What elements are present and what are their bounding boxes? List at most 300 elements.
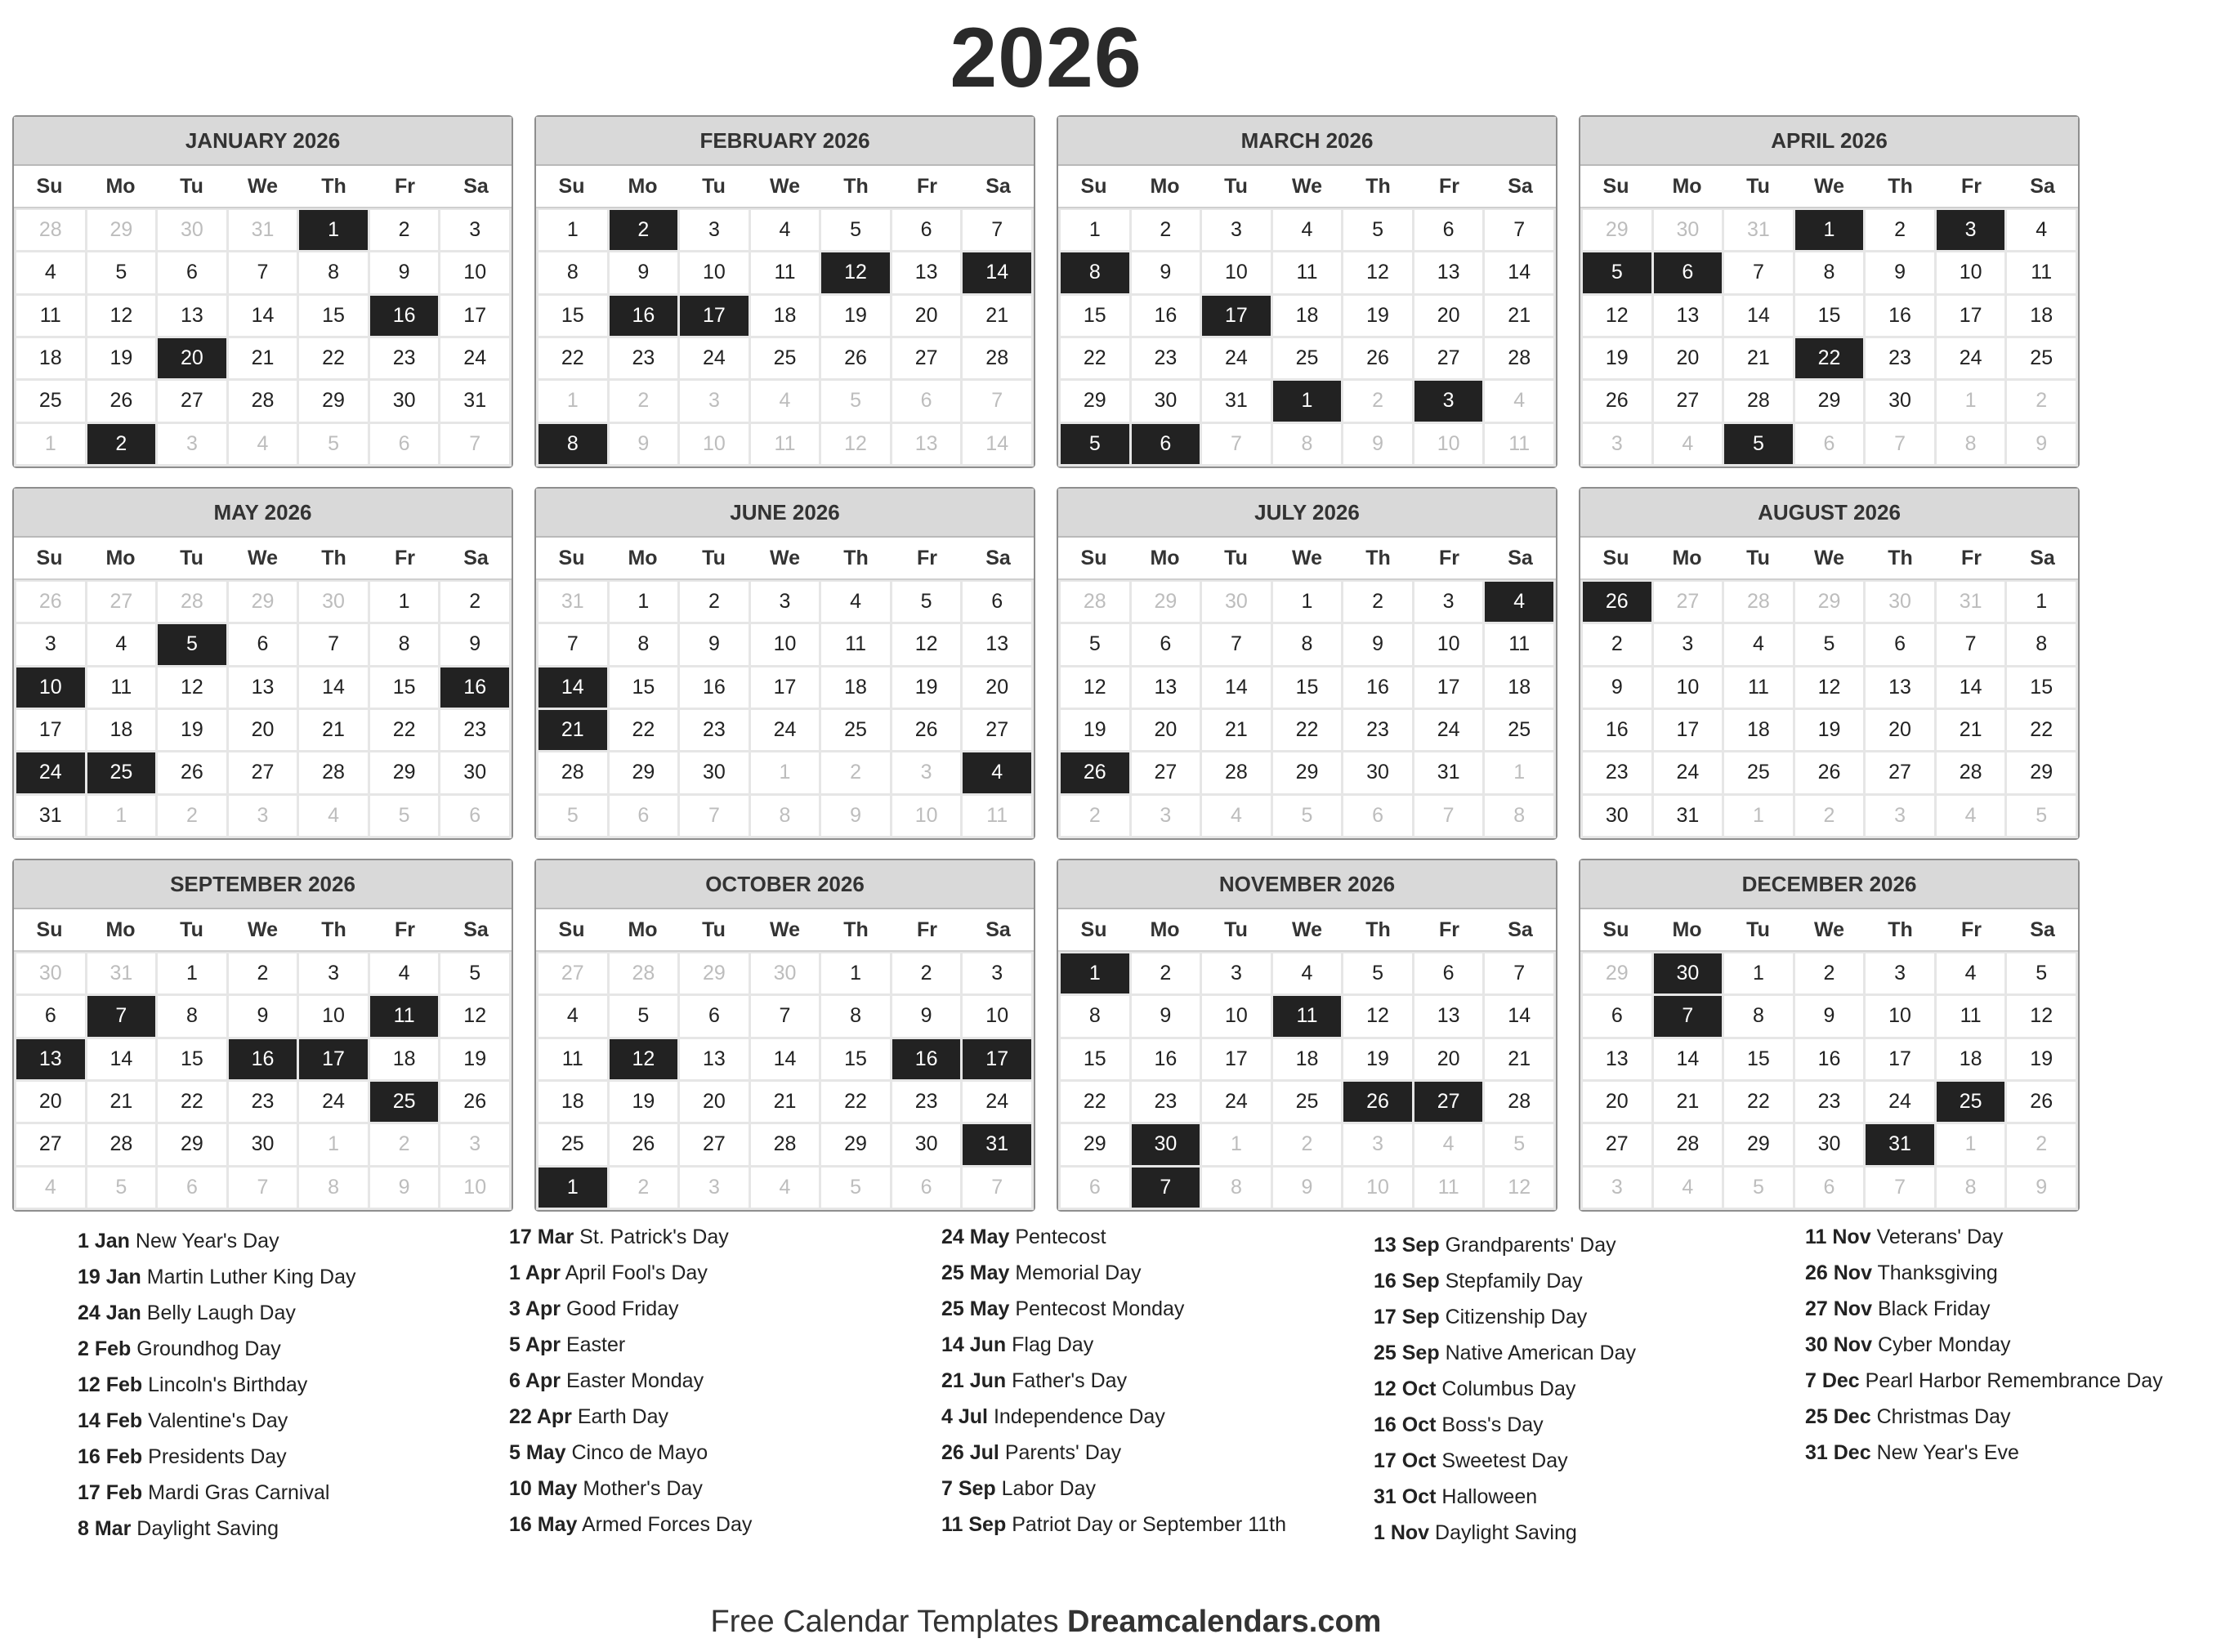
day-cell[interactable]: 30 bbox=[1654, 210, 1723, 250]
day-cell[interactable]: 11 bbox=[16, 296, 85, 336]
day-cell-holiday[interactable]: 5 bbox=[1724, 424, 1793, 464]
day-cell[interactable]: 1 bbox=[539, 381, 607, 421]
day-cell[interactable]: 1 bbox=[299, 1124, 368, 1164]
day-cell[interactable]: 6 bbox=[1414, 210, 1483, 250]
day-cell[interactable]: 30 bbox=[892, 1124, 961, 1164]
day-cell[interactable]: 18 bbox=[1485, 667, 1553, 708]
day-cell[interactable]: 27 bbox=[229, 752, 297, 793]
day-cell[interactable]: 27 bbox=[892, 338, 961, 378]
day-cell[interactable]: 3 bbox=[1583, 1168, 1651, 1208]
day-cell[interactable]: 29 bbox=[299, 381, 368, 421]
day-cell[interactable]: 11 bbox=[87, 667, 156, 708]
day-cell[interactable]: 1 bbox=[539, 210, 607, 250]
day-cell-holiday[interactable]: 12 bbox=[821, 252, 890, 292]
day-cell[interactable]: 10 bbox=[751, 624, 820, 664]
day-cell[interactable]: 20 bbox=[16, 1082, 85, 1122]
day-cell[interactable]: 22 bbox=[370, 710, 439, 750]
day-cell[interactable]: 31 bbox=[229, 210, 297, 250]
day-cell-holiday[interactable]: 10 bbox=[16, 667, 85, 708]
day-cell[interactable]: 5 bbox=[892, 582, 961, 622]
day-cell[interactable]: 8 bbox=[821, 996, 890, 1036]
day-cell[interactable]: 19 bbox=[1795, 710, 1864, 750]
day-cell[interactable]: 13 bbox=[1414, 252, 1483, 292]
day-cell[interactable]: 2 bbox=[1866, 210, 1934, 250]
day-cell[interactable]: 8 bbox=[1724, 996, 1793, 1036]
day-cell[interactable]: 7 bbox=[1937, 624, 2005, 664]
day-cell-holiday[interactable]: 11 bbox=[1273, 996, 1342, 1036]
day-cell[interactable]: 31 bbox=[16, 796, 85, 836]
day-cell[interactable]: 18 bbox=[2007, 296, 2076, 336]
day-cell-holiday[interactable]: 7 bbox=[1132, 1168, 1200, 1208]
day-cell[interactable]: 29 bbox=[87, 210, 156, 250]
day-cell-holiday[interactable]: 26 bbox=[1343, 1082, 1412, 1122]
day-cell[interactable]: 18 bbox=[87, 710, 156, 750]
day-cell[interactable]: 7 bbox=[229, 1168, 297, 1208]
day-cell-holiday[interactable]: 27 bbox=[1414, 1082, 1483, 1122]
day-cell[interactable]: 20 bbox=[229, 710, 297, 750]
day-cell[interactable]: 29 bbox=[1132, 582, 1200, 622]
day-cell[interactable]: 5 bbox=[2007, 953, 2076, 993]
day-cell[interactable]: 3 bbox=[1866, 953, 1934, 993]
day-cell-holiday[interactable]: 31 bbox=[963, 1124, 1031, 1164]
day-cell[interactable]: 24 bbox=[1866, 1082, 1934, 1122]
day-cell[interactable]: 1 bbox=[821, 953, 890, 993]
day-cell[interactable]: 6 bbox=[1414, 953, 1483, 993]
day-cell[interactable]: 8 bbox=[1061, 996, 1129, 1036]
day-cell[interactable]: 14 bbox=[751, 1039, 820, 1079]
day-cell[interactable]: 2 bbox=[1343, 582, 1412, 622]
day-cell[interactable]: 6 bbox=[680, 996, 749, 1036]
day-cell[interactable]: 7 bbox=[299, 624, 368, 664]
day-cell[interactable]: 15 bbox=[1273, 667, 1342, 708]
day-cell[interactable]: 23 bbox=[370, 338, 439, 378]
day-cell[interactable]: 12 bbox=[1795, 667, 1864, 708]
day-cell[interactable]: 31 bbox=[539, 582, 607, 622]
day-cell[interactable]: 3 bbox=[963, 953, 1031, 993]
day-cell[interactable]: 22 bbox=[299, 338, 368, 378]
day-cell-holiday[interactable]: 7 bbox=[1654, 996, 1723, 1036]
day-cell[interactable]: 10 bbox=[1866, 996, 1934, 1036]
day-cell[interactable]: 26 bbox=[1583, 381, 1651, 421]
day-cell[interactable]: 30 bbox=[370, 381, 439, 421]
day-cell[interactable]: 30 bbox=[1202, 582, 1271, 622]
day-cell[interactable]: 2 bbox=[1795, 796, 1864, 836]
day-cell[interactable]: 9 bbox=[229, 996, 297, 1036]
day-cell[interactable]: 6 bbox=[1866, 624, 1934, 664]
day-cell[interactable]: 7 bbox=[1202, 424, 1271, 464]
day-cell[interactable]: 31 bbox=[1414, 752, 1483, 793]
day-cell[interactable]: 10 bbox=[1937, 252, 2005, 292]
day-cell[interactable]: 17 bbox=[1654, 710, 1723, 750]
day-cell[interactable]: 8 bbox=[370, 624, 439, 664]
day-cell[interactable]: 31 bbox=[1937, 582, 2005, 622]
day-cell[interactable]: 28 bbox=[1485, 338, 1553, 378]
day-cell-holiday[interactable]: 1 bbox=[1273, 381, 1342, 421]
day-cell[interactable]: 3 bbox=[680, 1168, 749, 1208]
day-cell[interactable]: 4 bbox=[1414, 1124, 1483, 1164]
day-cell[interactable]: 26 bbox=[1795, 752, 1864, 793]
day-cell[interactable]: 24 bbox=[751, 710, 820, 750]
day-cell-holiday[interactable]: 30 bbox=[1654, 953, 1723, 993]
day-cell[interactable]: 8 bbox=[610, 624, 678, 664]
day-cell[interactable]: 1 bbox=[610, 582, 678, 622]
day-cell[interactable]: 21 bbox=[1485, 296, 1553, 336]
day-cell[interactable]: 9 bbox=[821, 796, 890, 836]
day-cell-holiday[interactable]: 7 bbox=[87, 996, 156, 1036]
day-cell-holiday[interactable]: 11 bbox=[370, 996, 439, 1036]
day-cell[interactable]: 31 bbox=[87, 953, 156, 993]
day-cell[interactable]: 9 bbox=[680, 624, 749, 664]
day-cell[interactable]: 21 bbox=[1724, 338, 1793, 378]
day-cell[interactable]: 27 bbox=[16, 1124, 85, 1164]
day-cell[interactable]: 23 bbox=[1583, 752, 1651, 793]
day-cell[interactable]: 24 bbox=[1654, 752, 1723, 793]
day-cell[interactable]: 13 bbox=[158, 296, 226, 336]
day-cell[interactable]: 14 bbox=[1937, 667, 2005, 708]
day-cell[interactable]: 13 bbox=[1414, 996, 1483, 1036]
day-cell[interactable]: 4 bbox=[1202, 796, 1271, 836]
day-cell[interactable]: 1 bbox=[1937, 1124, 2005, 1164]
day-cell[interactable]: 6 bbox=[892, 210, 961, 250]
day-cell[interactable]: 4 bbox=[539, 996, 607, 1036]
day-cell[interactable]: 22 bbox=[158, 1082, 226, 1122]
day-cell[interactable]: 26 bbox=[2007, 1082, 2076, 1122]
day-cell[interactable]: 19 bbox=[610, 1082, 678, 1122]
day-cell[interactable]: 10 bbox=[680, 252, 749, 292]
day-cell[interactable]: 29 bbox=[610, 752, 678, 793]
day-cell[interactable]: 6 bbox=[1583, 996, 1651, 1036]
day-cell[interactable]: 29 bbox=[1583, 953, 1651, 993]
day-cell[interactable]: 15 bbox=[1061, 1039, 1129, 1079]
day-cell[interactable]: 27 bbox=[680, 1124, 749, 1164]
day-cell[interactable]: 12 bbox=[1343, 996, 1412, 1036]
day-cell[interactable]: 24 bbox=[440, 338, 509, 378]
day-cell[interactable]: 4 bbox=[1654, 1168, 1723, 1208]
day-cell[interactable]: 8 bbox=[1202, 1168, 1271, 1208]
day-cell[interactable]: 27 bbox=[1654, 582, 1723, 622]
day-cell-holiday[interactable]: 13 bbox=[16, 1039, 85, 1079]
day-cell[interactable]: 18 bbox=[539, 1082, 607, 1122]
day-cell[interactable]: 23 bbox=[680, 710, 749, 750]
day-cell[interactable]: 3 bbox=[1202, 210, 1271, 250]
day-cell[interactable]: 20 bbox=[680, 1082, 749, 1122]
day-cell[interactable]: 21 bbox=[1654, 1082, 1723, 1122]
day-cell[interactable]: 8 bbox=[539, 252, 607, 292]
day-cell[interactable]: 22 bbox=[1724, 1082, 1793, 1122]
day-cell[interactable]: 17 bbox=[1866, 1039, 1934, 1079]
day-cell[interactable]: 4 bbox=[1937, 953, 2005, 993]
day-cell[interactable]: 1 bbox=[1724, 953, 1793, 993]
day-cell[interactable]: 9 bbox=[892, 996, 961, 1036]
day-cell[interactable]: 21 bbox=[963, 296, 1031, 336]
day-cell[interactable]: 18 bbox=[1937, 1039, 2005, 1079]
day-cell[interactable]: 9 bbox=[1343, 624, 1412, 664]
day-cell[interactable]: 29 bbox=[1583, 210, 1651, 250]
day-cell[interactable]: 26 bbox=[1343, 338, 1412, 378]
day-cell[interactable]: 15 bbox=[1061, 296, 1129, 336]
day-cell[interactable]: 12 bbox=[892, 624, 961, 664]
day-cell[interactable]: 12 bbox=[821, 424, 890, 464]
day-cell[interactable]: 27 bbox=[87, 582, 156, 622]
day-cell-holiday[interactable]: 25 bbox=[1937, 1082, 2005, 1122]
day-cell[interactable]: 10 bbox=[440, 252, 509, 292]
day-cell[interactable]: 7 bbox=[963, 381, 1031, 421]
day-cell[interactable]: 9 bbox=[1132, 252, 1200, 292]
day-cell[interactable]: 17 bbox=[16, 710, 85, 750]
day-cell[interactable]: 6 bbox=[1132, 624, 1200, 664]
day-cell[interactable]: 19 bbox=[158, 710, 226, 750]
day-cell-holiday[interactable]: 16 bbox=[892, 1039, 961, 1079]
day-cell[interactable]: 15 bbox=[610, 667, 678, 708]
day-cell[interactable]: 3 bbox=[1866, 796, 1934, 836]
day-cell[interactable]: 29 bbox=[2007, 752, 2076, 793]
day-cell[interactable]: 28 bbox=[1937, 752, 2005, 793]
day-cell[interactable]: 28 bbox=[1654, 1124, 1723, 1164]
day-cell[interactable]: 25 bbox=[2007, 338, 2076, 378]
day-cell[interactable]: 22 bbox=[539, 338, 607, 378]
day-cell[interactable]: 4 bbox=[1485, 381, 1553, 421]
day-cell[interactable]: 25 bbox=[821, 710, 890, 750]
day-cell[interactable]: 27 bbox=[1583, 1124, 1651, 1164]
day-cell[interactable]: 10 bbox=[1202, 996, 1271, 1036]
day-cell[interactable]: 28 bbox=[1724, 381, 1793, 421]
day-cell[interactable]: 17 bbox=[440, 296, 509, 336]
day-cell[interactable]: 19 bbox=[1343, 1039, 1412, 1079]
day-cell[interactable]: 6 bbox=[158, 252, 226, 292]
day-cell[interactable]: 9 bbox=[1795, 996, 1864, 1036]
day-cell[interactable]: 7 bbox=[1724, 252, 1793, 292]
day-cell[interactable]: 7 bbox=[963, 210, 1031, 250]
day-cell-holiday[interactable]: 26 bbox=[1583, 582, 1651, 622]
day-cell[interactable]: 30 bbox=[440, 752, 509, 793]
day-cell[interactable]: 29 bbox=[229, 582, 297, 622]
day-cell[interactable]: 18 bbox=[1724, 710, 1793, 750]
day-cell[interactable]: 14 bbox=[1724, 296, 1793, 336]
day-cell[interactable]: 19 bbox=[2007, 1039, 2076, 1079]
day-cell-holiday[interactable]: 6 bbox=[1654, 252, 1723, 292]
day-cell[interactable]: 11 bbox=[1485, 424, 1553, 464]
day-cell[interactable]: 26 bbox=[892, 710, 961, 750]
day-cell[interactable]: 5 bbox=[1724, 1168, 1793, 1208]
day-cell[interactable]: 9 bbox=[1866, 252, 1934, 292]
day-cell[interactable]: 16 bbox=[1795, 1039, 1864, 1079]
day-cell[interactable]: 13 bbox=[1583, 1039, 1651, 1079]
day-cell[interactable]: 3 bbox=[1414, 582, 1483, 622]
day-cell[interactable]: 1 bbox=[16, 424, 85, 464]
day-cell[interactable]: 5 bbox=[2007, 796, 2076, 836]
day-cell-holiday[interactable]: 16 bbox=[370, 296, 439, 336]
day-cell[interactable]: 4 bbox=[751, 381, 820, 421]
day-cell[interactable]: 9 bbox=[370, 1168, 439, 1208]
day-cell[interactable]: 10 bbox=[440, 1168, 509, 1208]
day-cell[interactable]: 2 bbox=[821, 752, 890, 793]
day-cell[interactable]: 21 bbox=[1937, 710, 2005, 750]
day-cell[interactable]: 2 bbox=[680, 582, 749, 622]
day-cell[interactable]: 29 bbox=[1061, 381, 1129, 421]
day-cell[interactable]: 8 bbox=[1273, 424, 1342, 464]
day-cell[interactable]: 11 bbox=[751, 252, 820, 292]
day-cell[interactable]: 6 bbox=[16, 996, 85, 1036]
day-cell[interactable]: 4 bbox=[751, 210, 820, 250]
day-cell[interactable]: 1 bbox=[1061, 210, 1129, 250]
day-cell[interactable]: 28 bbox=[16, 210, 85, 250]
day-cell[interactable]: 4 bbox=[821, 582, 890, 622]
day-cell[interactable]: 22 bbox=[2007, 710, 2076, 750]
day-cell[interactable]: 25 bbox=[1273, 338, 1342, 378]
day-cell[interactable]: 13 bbox=[963, 624, 1031, 664]
day-cell[interactable]: 10 bbox=[680, 424, 749, 464]
day-cell[interactable]: 27 bbox=[158, 381, 226, 421]
day-cell[interactable]: 23 bbox=[610, 338, 678, 378]
day-cell[interactable]: 29 bbox=[158, 1124, 226, 1164]
day-cell-holiday[interactable]: 8 bbox=[539, 424, 607, 464]
day-cell[interactable]: 8 bbox=[1273, 624, 1342, 664]
day-cell[interactable]: 12 bbox=[2007, 996, 2076, 1036]
day-cell-holiday[interactable]: 17 bbox=[680, 296, 749, 336]
day-cell[interactable]: 10 bbox=[1414, 424, 1483, 464]
day-cell-holiday[interactable]: 24 bbox=[16, 752, 85, 793]
day-cell[interactable]: 7 bbox=[1202, 624, 1271, 664]
day-cell[interactable]: 14 bbox=[229, 296, 297, 336]
day-cell[interactable]: 2 bbox=[1132, 210, 1200, 250]
day-cell[interactable]: 28 bbox=[1061, 582, 1129, 622]
day-cell[interactable]: 24 bbox=[299, 1082, 368, 1122]
day-cell-holiday[interactable]: 5 bbox=[158, 624, 226, 664]
day-cell[interactable]: 13 bbox=[680, 1039, 749, 1079]
day-cell[interactable]: 14 bbox=[299, 667, 368, 708]
day-cell[interactable]: 23 bbox=[440, 710, 509, 750]
day-cell[interactable]: 24 bbox=[1937, 338, 2005, 378]
day-cell[interactable]: 20 bbox=[1414, 1039, 1483, 1079]
day-cell[interactable]: 15 bbox=[821, 1039, 890, 1079]
day-cell[interactable]: 6 bbox=[963, 582, 1031, 622]
day-cell[interactable]: 3 bbox=[299, 953, 368, 993]
day-cell[interactable]: 22 bbox=[1273, 710, 1342, 750]
day-cell[interactable]: 28 bbox=[229, 381, 297, 421]
day-cell[interactable]: 10 bbox=[1202, 252, 1271, 292]
day-cell[interactable]: 1 bbox=[1937, 381, 2005, 421]
day-cell[interactable]: 18 bbox=[1273, 1039, 1342, 1079]
day-cell[interactable]: 20 bbox=[1132, 710, 1200, 750]
day-cell[interactable]: 12 bbox=[158, 667, 226, 708]
day-cell[interactable]: 6 bbox=[440, 796, 509, 836]
day-cell[interactable]: 8 bbox=[1937, 1168, 2005, 1208]
day-cell[interactable]: 9 bbox=[1132, 996, 1200, 1036]
day-cell[interactable]: 14 bbox=[1485, 252, 1553, 292]
day-cell[interactable]: 10 bbox=[1654, 667, 1723, 708]
day-cell[interactable]: 23 bbox=[1866, 338, 1934, 378]
day-cell[interactable]: 16 bbox=[680, 667, 749, 708]
day-cell[interactable]: 3 bbox=[1343, 1124, 1412, 1164]
day-cell[interactable]: 28 bbox=[539, 752, 607, 793]
day-cell[interactable]: 24 bbox=[1202, 338, 1271, 378]
day-cell[interactable]: 29 bbox=[1724, 1124, 1793, 1164]
day-cell-holiday[interactable]: 14 bbox=[963, 252, 1031, 292]
day-cell[interactable]: 11 bbox=[1724, 667, 1793, 708]
day-cell[interactable]: 27 bbox=[1866, 752, 1934, 793]
day-cell[interactable]: 3 bbox=[16, 624, 85, 664]
day-cell[interactable]: 7 bbox=[539, 624, 607, 664]
day-cell-holiday[interactable]: 3 bbox=[1937, 210, 2005, 250]
day-cell[interactable]: 8 bbox=[751, 796, 820, 836]
day-cell[interactable]: 4 bbox=[1654, 424, 1723, 464]
day-cell[interactable]: 6 bbox=[370, 424, 439, 464]
day-cell[interactable]: 7 bbox=[751, 996, 820, 1036]
day-cell[interactable]: 14 bbox=[963, 424, 1031, 464]
day-cell[interactable]: 12 bbox=[1485, 1168, 1553, 1208]
day-cell-holiday[interactable]: 1 bbox=[1795, 210, 1864, 250]
day-cell[interactable]: 30 bbox=[299, 582, 368, 622]
day-cell[interactable]: 16 bbox=[1132, 296, 1200, 336]
day-cell[interactable]: 9 bbox=[1273, 1168, 1342, 1208]
day-cell[interactable]: 15 bbox=[158, 1039, 226, 1079]
day-cell[interactable]: 27 bbox=[1654, 381, 1723, 421]
day-cell[interactable]: 10 bbox=[892, 796, 961, 836]
day-cell[interactable]: 23 bbox=[1132, 1082, 1200, 1122]
day-cell-holiday[interactable]: 31 bbox=[1866, 1124, 1934, 1164]
day-cell[interactable]: 7 bbox=[963, 1168, 1031, 1208]
day-cell[interactable]: 2 bbox=[892, 953, 961, 993]
day-cell-holiday[interactable]: 2 bbox=[610, 210, 678, 250]
day-cell[interactable]: 11 bbox=[1273, 252, 1342, 292]
day-cell[interactable]: 7 bbox=[1414, 796, 1483, 836]
day-cell[interactable]: 4 bbox=[1724, 624, 1793, 664]
day-cell[interactable]: 30 bbox=[1795, 1124, 1864, 1164]
day-cell[interactable]: 31 bbox=[1654, 796, 1723, 836]
day-cell[interactable]: 9 bbox=[2007, 1168, 2076, 1208]
day-cell[interactable]: 28 bbox=[87, 1124, 156, 1164]
day-cell[interactable]: 8 bbox=[1937, 424, 2005, 464]
day-cell[interactable]: 4 bbox=[299, 796, 368, 836]
day-cell[interactable]: 19 bbox=[1583, 338, 1651, 378]
day-cell[interactable]: 5 bbox=[1061, 624, 1129, 664]
day-cell[interactable]: 18 bbox=[751, 296, 820, 336]
day-cell[interactable]: 28 bbox=[1202, 752, 1271, 793]
day-cell[interactable]: 31 bbox=[440, 381, 509, 421]
day-cell[interactable]: 30 bbox=[1866, 381, 1934, 421]
day-cell[interactable]: 12 bbox=[1583, 296, 1651, 336]
day-cell[interactable]: 29 bbox=[680, 953, 749, 993]
day-cell[interactable]: 16 bbox=[1866, 296, 1934, 336]
day-cell[interactable]: 11 bbox=[963, 796, 1031, 836]
day-cell[interactable]: 22 bbox=[1061, 338, 1129, 378]
day-cell[interactable]: 30 bbox=[229, 1124, 297, 1164]
day-cell-holiday[interactable]: 25 bbox=[87, 752, 156, 793]
day-cell[interactable]: 28 bbox=[751, 1124, 820, 1164]
footer-site-link[interactable]: Dreamcalendars.com bbox=[1067, 1605, 1382, 1639]
day-cell[interactable]: 9 bbox=[1583, 667, 1651, 708]
day-cell[interactable]: 30 bbox=[1132, 381, 1200, 421]
day-cell[interactable]: 4 bbox=[2007, 210, 2076, 250]
day-cell[interactable]: 5 bbox=[821, 1168, 890, 1208]
day-cell[interactable]: 9 bbox=[440, 624, 509, 664]
day-cell[interactable]: 3 bbox=[892, 752, 961, 793]
day-cell[interactable]: 3 bbox=[1583, 424, 1651, 464]
day-cell[interactable]: 13 bbox=[1654, 296, 1723, 336]
day-cell[interactable]: 12 bbox=[87, 296, 156, 336]
day-cell[interactable]: 10 bbox=[299, 996, 368, 1036]
day-cell[interactable]: 13 bbox=[229, 667, 297, 708]
day-cell[interactable]: 11 bbox=[1485, 624, 1553, 664]
day-cell[interactable]: 8 bbox=[158, 996, 226, 1036]
day-cell[interactable]: 18 bbox=[16, 338, 85, 378]
day-cell[interactable]: 5 bbox=[821, 381, 890, 421]
day-cell[interactable]: 26 bbox=[158, 752, 226, 793]
day-cell[interactable]: 19 bbox=[892, 667, 961, 708]
day-cell[interactable]: 29 bbox=[1795, 381, 1864, 421]
day-cell[interactable]: 28 bbox=[963, 338, 1031, 378]
day-cell[interactable]: 11 bbox=[821, 624, 890, 664]
